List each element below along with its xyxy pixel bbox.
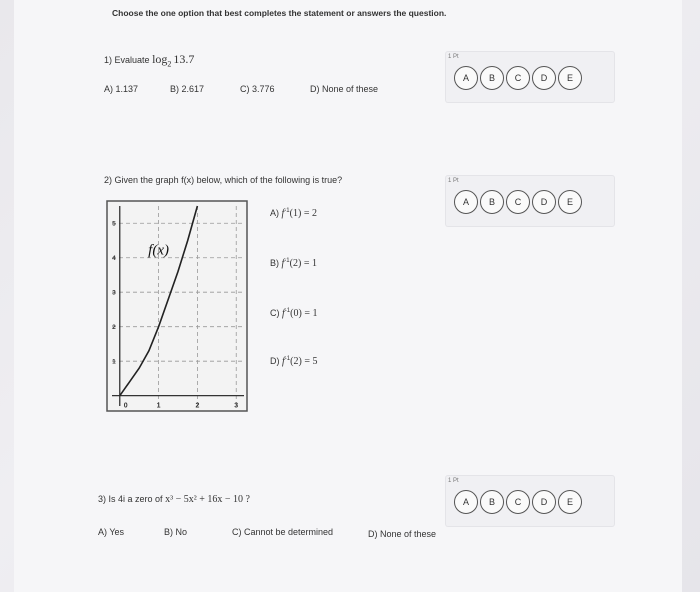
y-tick-label-2: 2 — [112, 324, 116, 332]
question-3-prompt — [98, 494, 250, 505]
question-3-answer-box — [446, 476, 614, 526]
q1-choice-a[interactable]: A — [454, 66, 478, 90]
function-graph — [106, 200, 248, 412]
question-3-option-d: D) None of these — [368, 529, 437, 539]
y-tick-label-1: 1 — [112, 358, 116, 366]
question-2-option-d: D) $f^{-1}(2) = 5$ — [270, 356, 318, 367]
q3-choice-c[interactable]: C — [506, 490, 530, 514]
question-2-prompt — [104, 175, 342, 185]
q2-choice-e[interactable]: E — [558, 190, 582, 214]
question-1-math: $\log_2 13.7$ — [152, 52, 195, 69]
question-3-number: 3) — [98, 494, 107, 504]
q1-choice-e[interactable]: E — [558, 66, 582, 90]
question-1-option-d: D) None of these — [310, 84, 379, 94]
question-1-text: Evaluate — [114, 55, 150, 65]
x-tick-label-1: 1 — [156, 402, 161, 410]
q1-choice-c[interactable]: C — [506, 66, 530, 90]
question-1-choices — [454, 66, 582, 90]
question-3-option-c: C) Cannot be determined — [232, 527, 334, 537]
instructions-header: Choose the one option that best completes the statement or answers the question. — [112, 8, 447, 18]
x-tick-label-2: 2 — [195, 402, 200, 410]
q3-choice-e[interactable]: E — [558, 490, 582, 514]
q2-choice-d[interactable]: D — [532, 190, 556, 214]
question-2-choices — [454, 190, 582, 214]
question-1-points: 1 Pt — [448, 54, 459, 60]
q3-choice-b[interactable]: B — [480, 490, 504, 514]
question-3-option-b: B) No — [164, 527, 188, 537]
q1-choice-d[interactable]: D — [532, 66, 556, 90]
question-1-option-c: C) 3.776 — [240, 84, 275, 94]
q3-choice-a[interactable]: A — [454, 490, 478, 514]
y-tick-label-5: 5 — [112, 220, 116, 228]
graph-svg — [106, 200, 248, 412]
question-3-option-a: A) Yes — [98, 527, 125, 537]
question-3-points: 1 Pt — [448, 478, 459, 484]
question-1-answer-box — [446, 52, 614, 102]
q2-choice-b[interactable]: B — [480, 190, 504, 214]
question-2-answer-box — [446, 176, 614, 226]
question-1-prompt — [104, 52, 194, 68]
question-3-choices — [454, 490, 582, 514]
question-1-option-a: A) 1.137 — [104, 84, 139, 94]
question-2-option-b: B) $f^{-1}(2) = 1$ — [270, 258, 317, 269]
question-2-number: 2) — [104, 175, 113, 185]
q3-choice-d[interactable]: D — [532, 490, 556, 514]
q1-choice-b[interactable]: B — [480, 66, 504, 90]
question-2-option-a: A) $f^{-1}(1) = 2$ — [270, 208, 317, 219]
q2-choice-c[interactable]: C — [506, 190, 530, 214]
question-2-option-c: C) $f^{-1}(0) = 1$ — [270, 308, 318, 319]
graph-label-fx: f(x) — [148, 242, 170, 259]
x-tick-label-3: 3 — [234, 402, 239, 410]
y-tick-label-4: 4 — [112, 255, 116, 263]
graph-frame — [107, 201, 247, 411]
question-1-number: 1) — [104, 55, 113, 65]
y-tick-label-3: 3 — [112, 289, 116, 297]
x-tick-label-0: 0 — [123, 402, 128, 410]
q2-choice-a[interactable]: A — [454, 190, 478, 214]
question-3-polynomial: x³ − 5x² + 16x − 10 ? — [165, 494, 250, 505]
question-1-option-b: B) 2.617 — [170, 84, 205, 94]
question-2-text: Given the graph f(x) below, which of the following is true? — [114, 175, 343, 185]
question-3-text: Is 4i a zero of — [108, 494, 163, 504]
question-2-points: 1 Pt — [448, 178, 459, 184]
